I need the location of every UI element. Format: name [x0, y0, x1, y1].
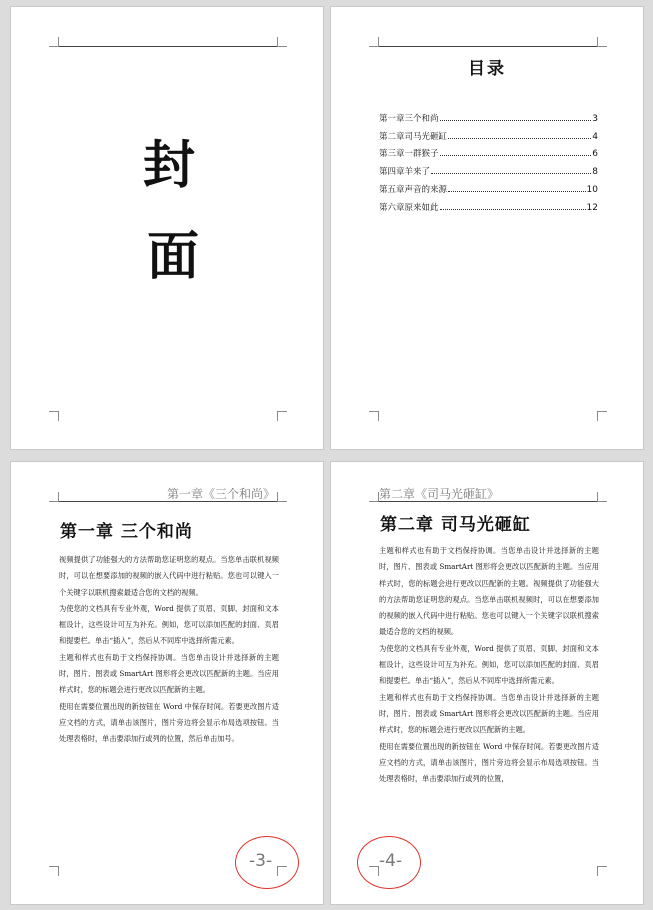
- body-paragraph: 使用在需要位置出现的新按钮在 Word 中保存时间。若要更改图片适应文档的方式，请单击该图片，图片旁边将会显示布局选项按钮。当处理表格时，单击要添加行或列的位置，: [379, 741, 599, 784]
- toc-entry-page: 12: [586, 202, 598, 213]
- toc-page: [330, 6, 644, 450]
- toc-entry-page: 3: [592, 113, 598, 124]
- cover-page: [10, 6, 324, 450]
- crop-mark: [597, 492, 607, 502]
- crop-mark: [277, 411, 287, 421]
- crop-mark: [369, 411, 379, 421]
- body-paragraph: 主题和样式也有助于文档保持协调。当您单击设计并选择新的主题时，图片、图表或 SmartArt 图形将会更改以匹配新的主题。当应用样式时，您的标题会进行更改以匹配新的主题。: [379, 692, 599, 735]
- toc-entry[interactable]: [379, 195, 598, 213]
- body-paragraph: 为使您的文档具有专业外观，Word 提供了页眉、页脚、封面和文本框设计，这些设计可互为补充。例如，您可以添加匹配的封面、页眉和提要栏。单击“插入”，然后从不同库中选择所需元素。: [59, 603, 279, 646]
- chapter-body: [59, 552, 279, 748]
- crop-mark: [277, 492, 287, 502]
- chapter-page-4: [330, 461, 644, 905]
- toc-entry-page: 6: [592, 149, 598, 160]
- body-paragraph: 使用在需要位置出现的新按钮在 Word 中保存时间。若要更改图片适应文档的方式，请单击该图片，图片旁边将会显示布局选项按钮。当处理表格时，单击要添加行或列的位置，然后单击加号。: [59, 701, 279, 744]
- cover-title-char-1: 封: [143, 135, 196, 196]
- annotation-circle: [357, 836, 421, 889]
- toc-entry[interactable]: [379, 177, 598, 195]
- toc-title: 目录: [468, 59, 506, 79]
- page-number: -3-: [249, 851, 273, 871]
- crop-mark: [49, 866, 59, 876]
- toc-leader-dots: [440, 155, 592, 156]
- toc-entry-label: 第六章原来如此: [379, 202, 439, 213]
- header-rule: [59, 501, 277, 502]
- crop-mark: [597, 37, 607, 47]
- toc-entry-label: 第五章声音的来源: [379, 184, 448, 195]
- body-paragraph: 视频提供了功能强大的方法帮助您证明您的观点。当您单击联机视频时，可以在想要添加的视频的嵌入代码中进行粘贴。您也可以键入一个关键字以联机搜索最适合您的文档的视频。: [59, 555, 279, 597]
- toc-entry-label: 第二章司马光砸缸: [379, 131, 448, 142]
- toc-entry-page: 8: [592, 167, 598, 178]
- crop-mark: [369, 492, 379, 502]
- crop-mark: [277, 37, 287, 47]
- header-rule: [379, 46, 597, 47]
- crop-mark: [49, 492, 59, 502]
- toc-entry[interactable]: [379, 142, 598, 160]
- body-paragraph: 主题和样式也有助于文档保持协调。当您单击设计并选择新的主题时，图片、图表或 SmartArt 图形将会更改以匹配新的主题。当应用样式时，您的标题会进行更改以匹配新的主题。视频提供了功能强大的方法帮助您证明您的观点。当您单击联机视频时，可以在想要添加的视频的嵌入代码中进行粘贴。您也可以键入一个关键字以联机搜索最适合您的文档的视频。: [379, 546, 599, 637]
- toc-entry-page: 4: [592, 131, 598, 142]
- header-rule: [59, 46, 277, 47]
- body-paragraph: 主题和样式也有助于文档保持协调。当您单击设计并选择新的主题时，图片、图表或 SmartArt 图形将会更改以匹配新的主题。当应用样式时，您的标题会进行更改以匹配新的主题。: [59, 652, 279, 695]
- toc-entry[interactable]: [379, 106, 598, 124]
- chapter-body: [379, 543, 599, 787]
- toc-leader-dots: [440, 209, 586, 210]
- annotation-circle: [235, 836, 299, 889]
- cover-title-char-2: 面: [147, 226, 200, 287]
- chapter-title: 第二章 司马光砸缸: [380, 515, 531, 535]
- chapter-page-3: [10, 461, 324, 905]
- running-header: 第二章《司马光砸缸》: [379, 487, 500, 501]
- chapter-title: 第一章 三个和尚: [60, 522, 193, 542]
- crop-mark: [597, 866, 607, 876]
- body-paragraph: 为使您的文档具有专业外观，Word 提供了页眉、页脚、封面和文本框设计，这些设计可互为补充。例如，您可以添加匹配的封面、页眉和提要栏。单击“插入”，然后从不同库中选择所需元素。: [379, 643, 599, 686]
- toc-entry[interactable]: [379, 124, 598, 142]
- header-rule: [379, 501, 597, 502]
- crop-mark: [49, 411, 59, 421]
- toc-leader-dots: [448, 191, 586, 192]
- toc-entry-label: 第一章三个和尚: [379, 113, 439, 124]
- crop-mark: [49, 37, 59, 47]
- toc-entry-label: 第三章一群猴子: [379, 149, 439, 160]
- toc-entry-label: 第四章羊来了: [379, 167, 431, 178]
- toc-list: [379, 106, 598, 213]
- toc-entry-page: 10: [586, 184, 598, 195]
- page-number: -4-: [379, 851, 403, 871]
- crop-mark: [369, 37, 379, 47]
- toc-entry[interactable]: [379, 159, 598, 177]
- toc-leader-dots: [448, 138, 591, 139]
- toc-leader-dots: [440, 120, 592, 121]
- running-header: 第一章《三个和尚》: [166, 487, 275, 501]
- crop-mark: [597, 411, 607, 421]
- toc-leader-dots: [431, 173, 591, 174]
